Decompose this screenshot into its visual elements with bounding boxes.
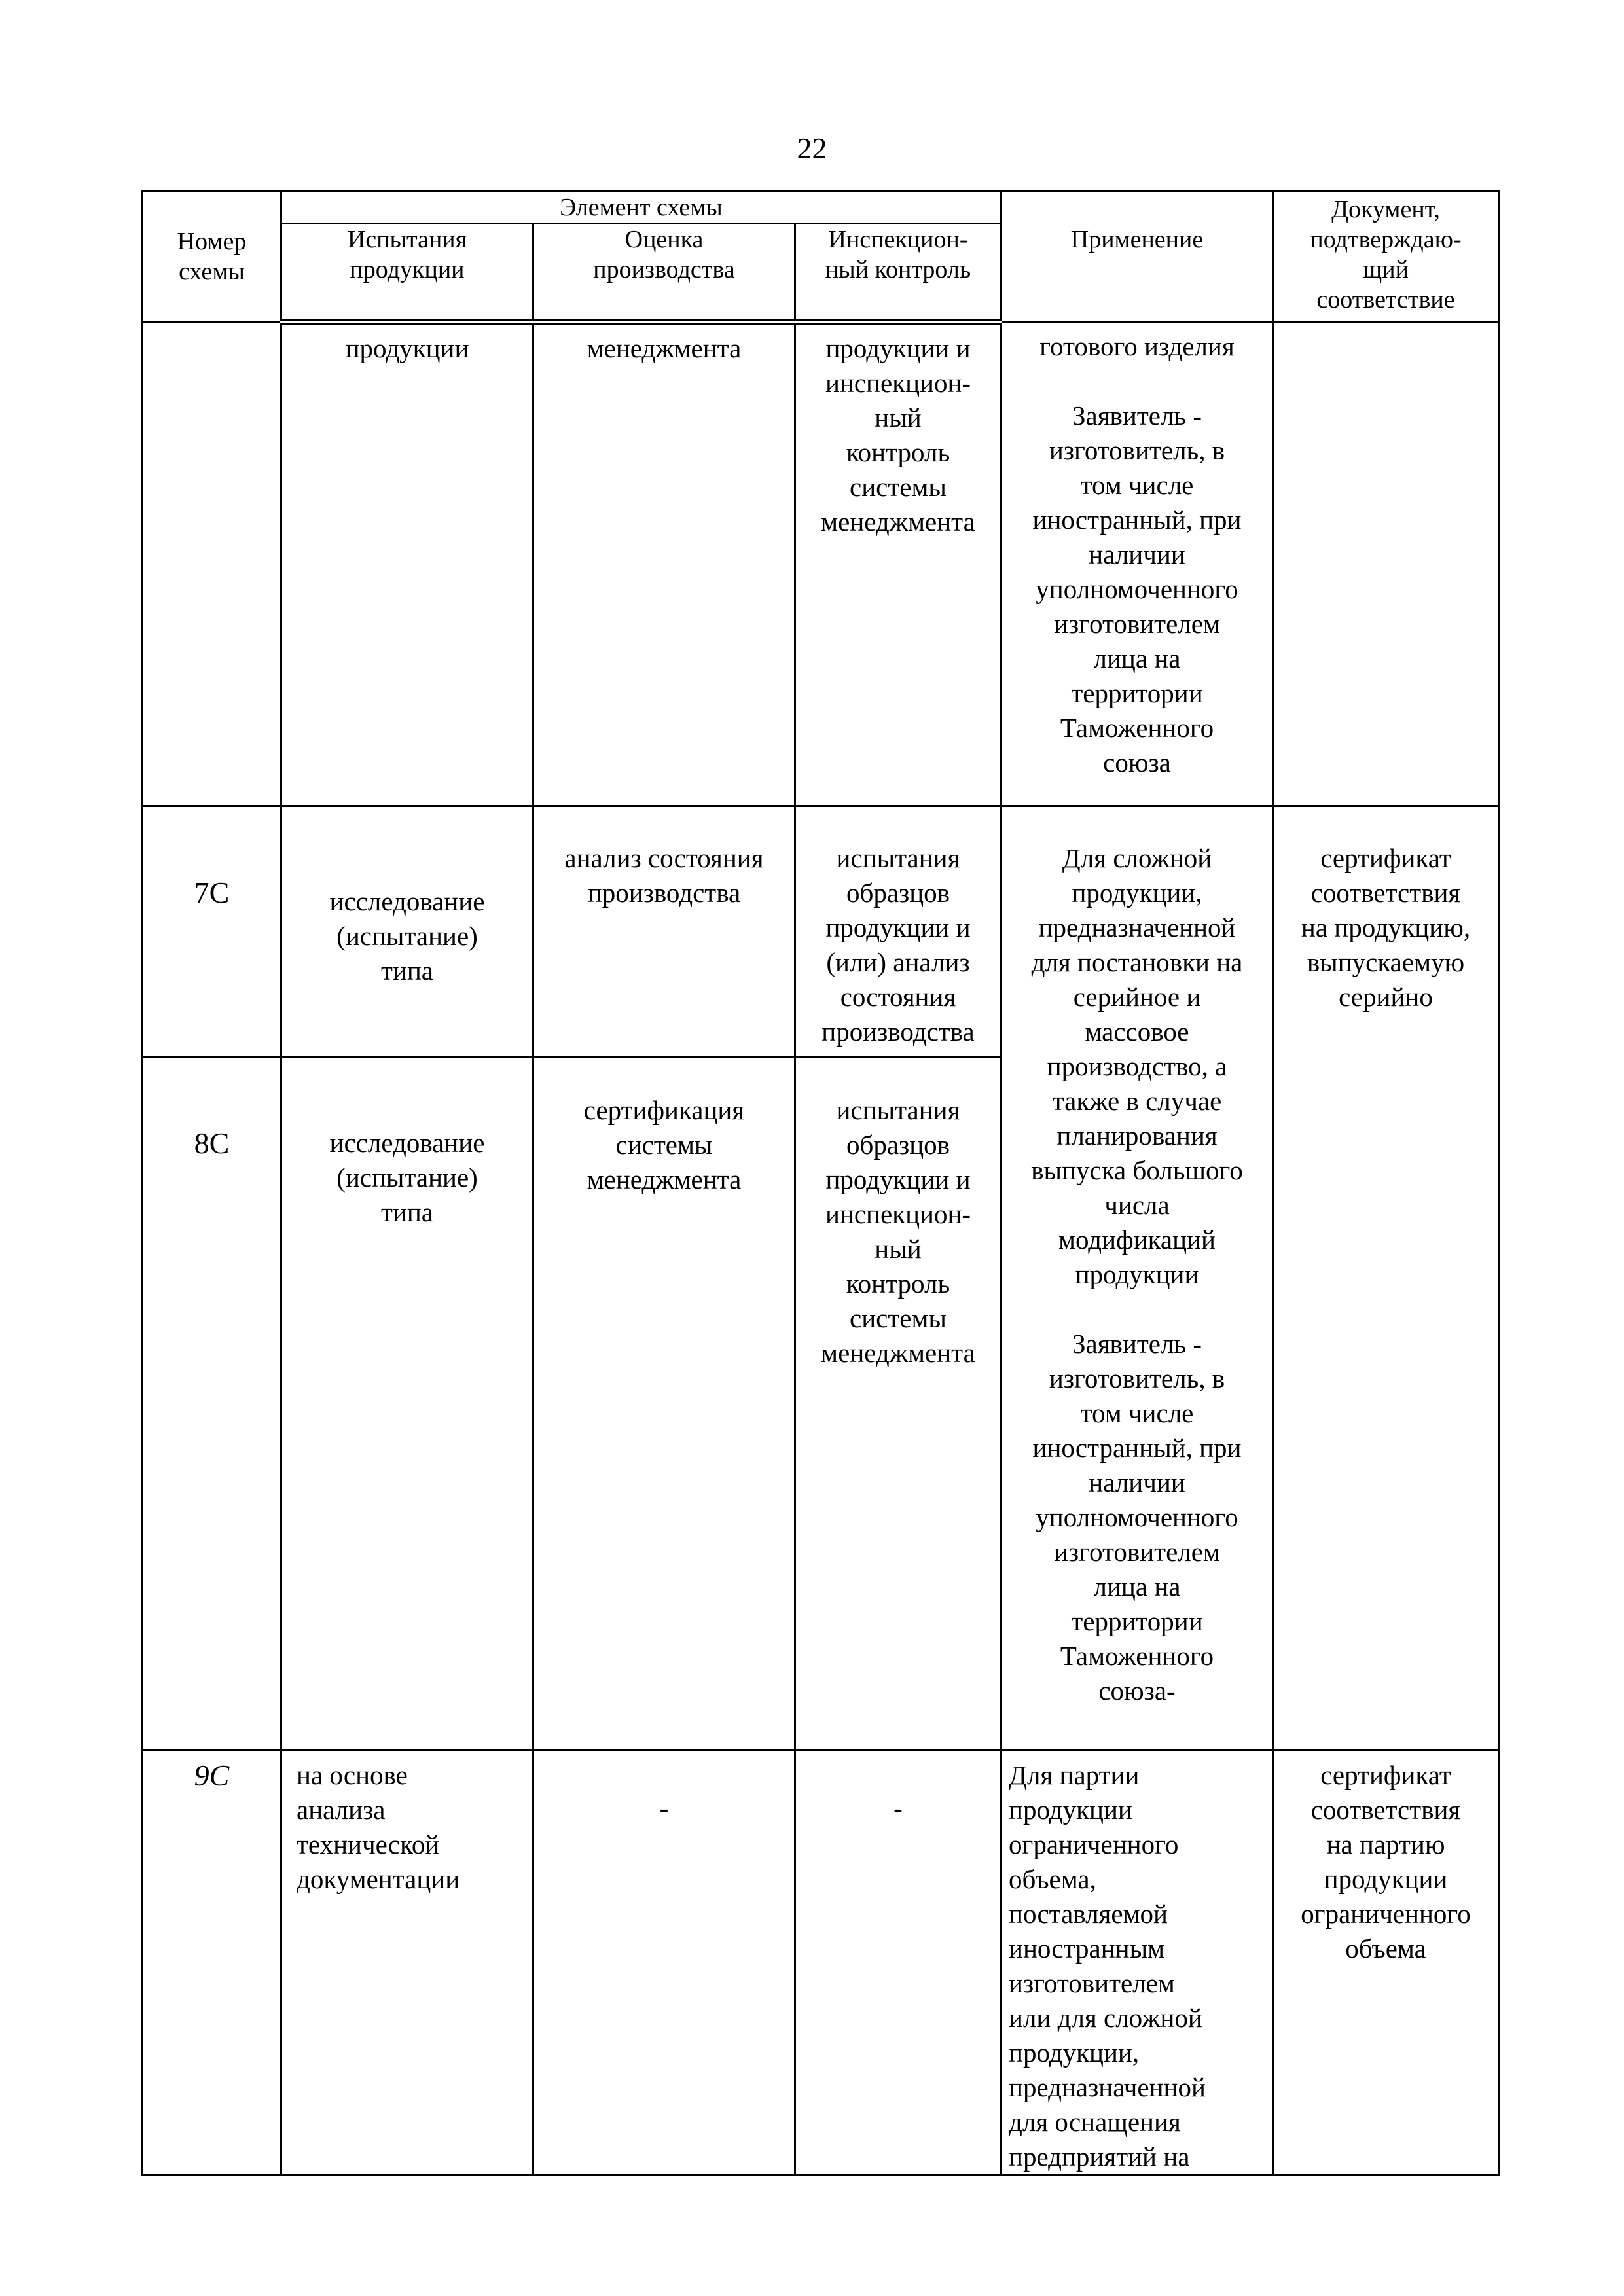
- application-cell: Для партии продукции ограниченного объема, поставляемой иностранным изготовителем или для сложной продукции, предназначенной для оснащения предприятий на: [1001, 1751, 1273, 2176]
- assessment-cell: анализ состояния производства: [533, 806, 795, 1057]
- application-cell: готового изделия Заявитель - изготовитель, в том числе иностранный, при наличии уполномоченного изготовителем лица на территории Таможенного союза: [1001, 322, 1273, 806]
- header-scheme-number: Номер схемы: [143, 191, 281, 322]
- application-cell: Для сложной продукции, предназначенной для постановки на серийное и массовое производство, а также в случае планирования выпуска большого числа модификаций продукции Заявитель - изготовитель, в том числе иностранный, при наличии уполномоченного изготовителем лица на территории Таможенного союза-: [1001, 806, 1273, 1751]
- header-document: Документ, подтверждаю- щий соответствие: [1273, 191, 1499, 322]
- assessment-cell: сертификация системы менеджмента: [533, 1057, 795, 1751]
- document-cell: сертификат соответствия на продукцию, выпускаемую серийно: [1273, 806, 1499, 1751]
- inspection-cell: продукции и инспекцион- ный контроль системы менеджмента: [795, 322, 1001, 806]
- document-cell: сертификат соответствия на партию продукции ограниченного объема: [1273, 1751, 1499, 2176]
- scheme-number-cell: 7С: [143, 806, 281, 1057]
- testing-cell: продукции: [281, 322, 533, 806]
- testing-cell: исследование (испытание) типа: [281, 806, 533, 1057]
- header-product-testing: Испытания продукции: [281, 224, 533, 322]
- testing-cell: исследование (испытание) типа: [281, 1057, 533, 1751]
- testing-cell: на основе анализа технической документации: [281, 1751, 533, 2176]
- inspection-cell: испытания образцов продукции и (или) анализ состояния производства: [795, 806, 1001, 1057]
- header-production-assessment: Оценка производства: [533, 224, 795, 322]
- certification-schemes-table: [141, 190, 1500, 2176]
- assessment-cell: -: [533, 1751, 795, 2176]
- table-row: [143, 1751, 1499, 2176]
- table-row: [143, 322, 1499, 806]
- assessment-cell: менеджмента: [533, 322, 795, 806]
- header-scheme-element: Элемент схемы: [281, 191, 1001, 224]
- table-row: [143, 806, 1499, 1057]
- scheme-number-cell: 9С: [143, 1751, 281, 2176]
- header-inspection-control: Инспекцион- ный контроль: [795, 224, 1001, 322]
- inspection-cell: -: [795, 1751, 1001, 2176]
- scheme-number-cell: [143, 322, 281, 806]
- scheme-number-cell: 8С: [143, 1057, 281, 1751]
- document-cell: [1273, 322, 1499, 806]
- inspection-cell: испытания образцов продукции и инспекцион- ный контроль системы менеджмента: [795, 1057, 1001, 1751]
- header-application: Применение: [1001, 191, 1273, 322]
- page-number: 22: [797, 132, 827, 165]
